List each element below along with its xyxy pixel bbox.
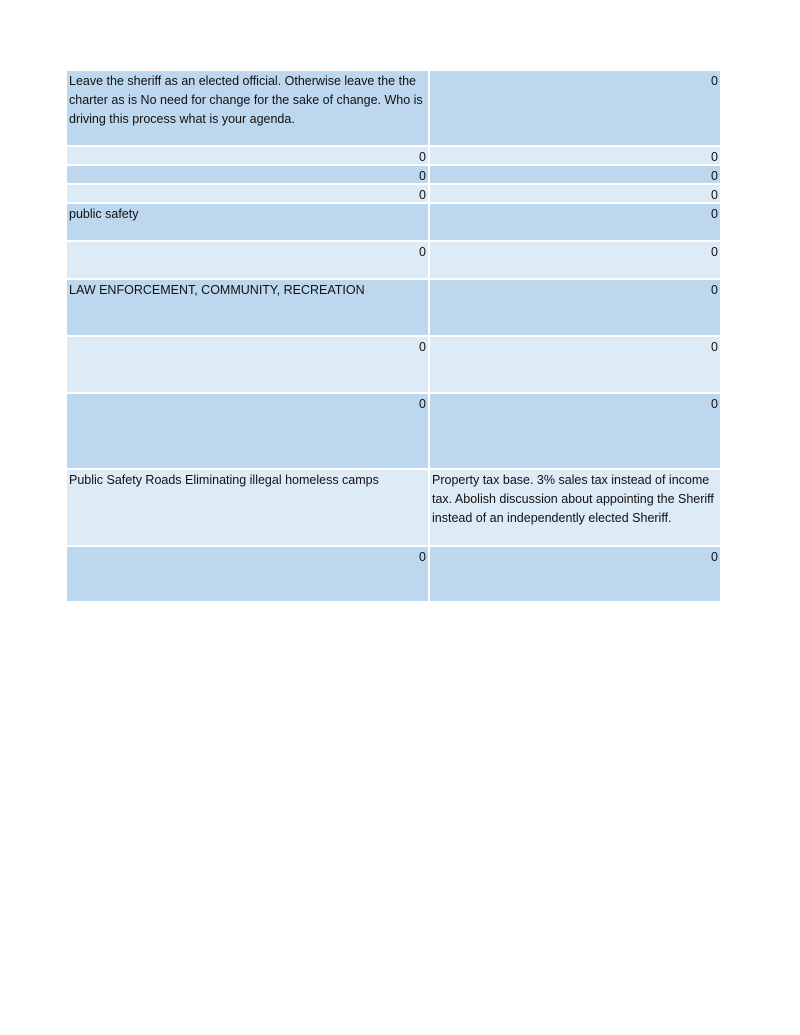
table-row xyxy=(67,242,720,278)
response-cell: 0 xyxy=(430,242,720,278)
response-cell: 0 xyxy=(430,547,720,601)
table-row xyxy=(67,185,720,202)
response-cell: Public Safety Roads Eliminating illegal homeless camps xyxy=(67,470,428,545)
table-row xyxy=(67,204,720,240)
response-cell: 0 xyxy=(67,242,428,278)
response-cell: 0 xyxy=(430,280,720,335)
response-cell: 0 xyxy=(67,166,428,183)
response-cell: Property tax base. 3% sales tax instead of income tax. Abolish discussion about appointing the Sheriff instead of an independently elected Sheriff. xyxy=(430,470,720,545)
response-cell: 0 xyxy=(430,337,720,392)
response-cell: LAW ENFORCEMENT, COMMUNITY, RECREATION xyxy=(67,280,428,335)
response-cell: 0 xyxy=(430,147,720,164)
response-cell: 0 xyxy=(67,185,428,202)
table-row xyxy=(67,394,720,468)
response-cell: 0 xyxy=(430,394,720,468)
response-cell: 0 xyxy=(67,394,428,468)
table-row xyxy=(67,166,720,183)
response-cell: Leave the sheriff as an elected official. Otherwise leave the the charter as is No need for change for the sake of change. Who is driving this process what is your agenda. xyxy=(67,71,428,145)
table-row xyxy=(67,147,720,164)
response-cell: 0 xyxy=(430,71,720,145)
response-cell: 0 xyxy=(430,166,720,183)
response-cell: public safety xyxy=(67,204,428,240)
response-cell: 0 xyxy=(67,147,428,164)
table-row xyxy=(67,337,720,392)
response-cell: 0 xyxy=(430,185,720,202)
response-cell: 0 xyxy=(67,547,428,601)
table-row xyxy=(67,470,720,545)
response-cell: 0 xyxy=(67,337,428,392)
table-row xyxy=(67,71,720,145)
table-row xyxy=(67,280,720,335)
table-row xyxy=(67,547,720,601)
response-cell: 0 xyxy=(430,204,720,240)
survey-responses-table xyxy=(67,71,720,603)
